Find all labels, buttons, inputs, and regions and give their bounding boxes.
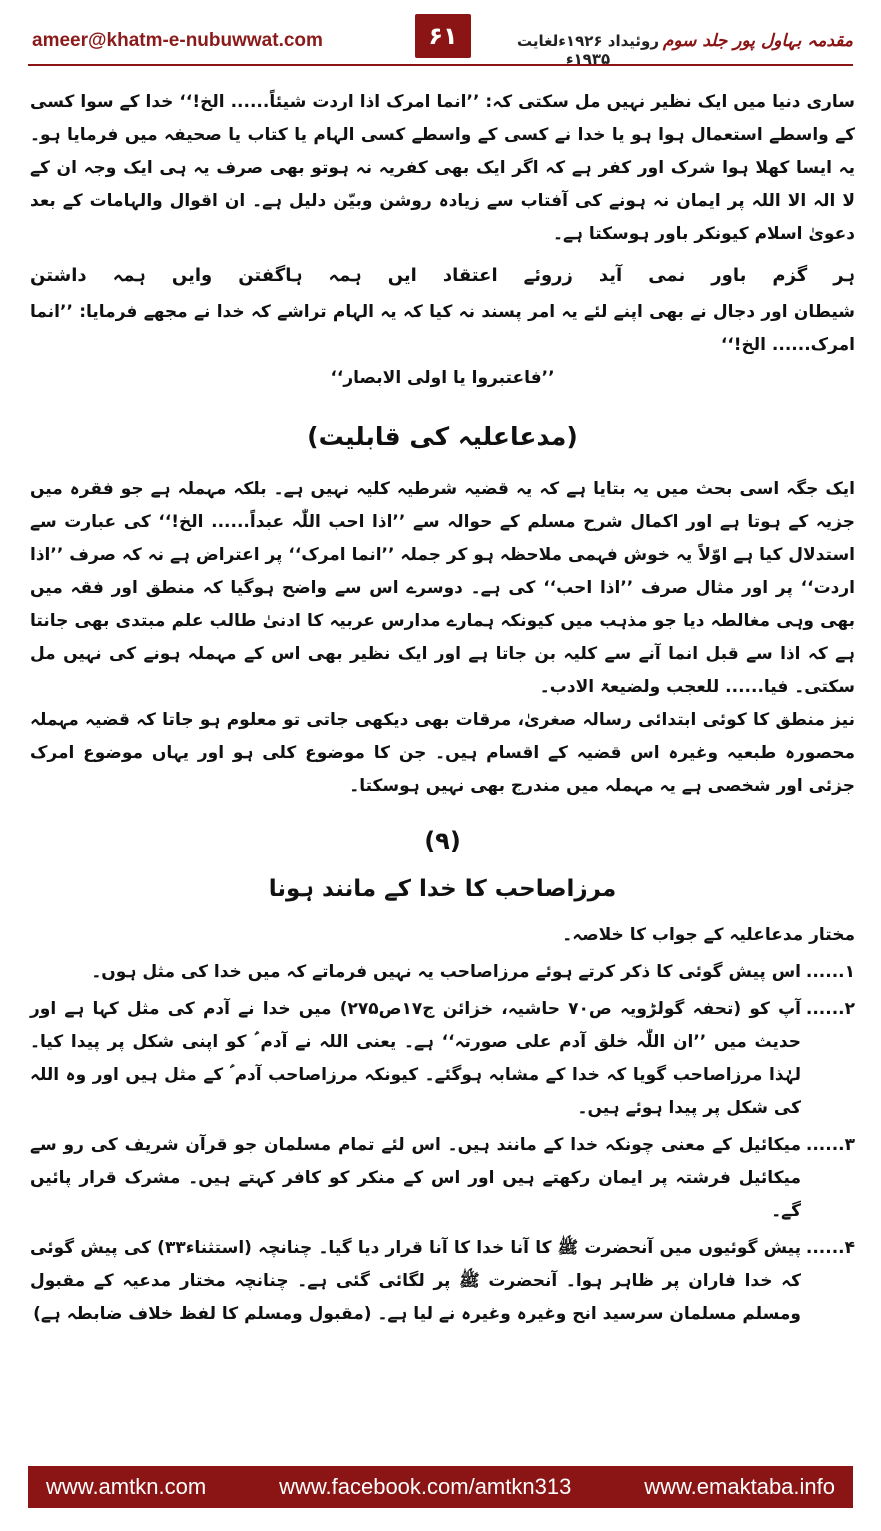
verse-word: آید — [598, 265, 623, 286]
verse-word: نمی — [648, 265, 686, 286]
list-item — [30, 993, 855, 1125]
page-footer — [28, 1466, 853, 1508]
header-divider — [28, 64, 853, 66]
verse-word: ہر — [833, 265, 855, 286]
paragraph-1: ساری دنیا میں ایک نظیر نہیں مل سکتی کہ: ’’انما امرک اذا اردت شیئاً...... الخ!‘‘ خدا کے سوا کسی کے واسطے استعمال ہوا ہو یا خدا نے کسی کے واسطے کسی الہام یا کتاب یا صحیفہ میں فرمایا ہو۔ یہ ایسا کھلا ہوا شرک اور کفر ہے کہ اگر ایک بھی کفریہ نہ ہوتو بھی صرف یہ ہی ایک وجہ ان کے لا الہ الا اللہ پر ایمان نہ ہونے کی آفتاب سے زیادہ روشن وبیّن دلیل ہے۔ ان اقوال والہامات کے بعد دعویٰ اسلام کیونکر باور ہوسکتا ہے۔ — [30, 92, 855, 244]
page-header — [28, 14, 853, 70]
page-number: ۶۱ — [415, 14, 471, 58]
item-text: آپ کو (تحفہ گولڑویہ ص۷۰ حاشیہ، خزائن ج۱۷ص۲۷۵) میں خدا نے آدم کی مثل کہا ہے اور حدیث میں ’’ان اللّٰہ خلق آدم علی صورتہ‘‘ ہے۔ یعنی اللہ نے آدم ؑ کو اپنی شکل پر پیدا کیا۔ لہٰذا مرزاصاحب گویا کہ خدا کے مشابہ ہوگئے۔ کیونکہ مرزاصاحب آدم ؑ کے مثل ہیں اور وہ اللہ کی شکل پر پیدا ہوئے ہیں۔ — [30, 999, 801, 1118]
list-item — [30, 956, 855, 989]
quote-line: ’’فاعتبروا یا اولی الابصار‘‘ — [330, 368, 555, 388]
paragraph-3: ایک جگہ اسی بحث میں یہ بتایا ہے کہ یہ قضیہ شرطیہ کلیہ نہیں ہے۔ بلکہ مہملہ ہے جو فقرہ میں جزیہ کے ہوتا ہے اور اکمال شرح مسلم کے حوالہ سے ’’اذا احب اللّٰہ عبداً...... الخ!‘‘ کی عبارت سے استدلال کیا ہے اوّلاً یہ خوش فہمی ملاحظہ ہو کر جملہ ’’انما امرک‘‘ پر اعتراض ہے نہ کہ صرف ’’اذا اردت‘‘ پر اور مثال صرف ’’اذا احب‘‘ کی ہے۔ دوسرے اس سے واضح ہوگیا کہ منطق اور فقہ میں بھی وہی مغالطہ دیا جو مذہب میں کیونکہ ہمارے مدارس عربیہ کا ادنیٰ طالب علم مبتدی بھی جانتا ہے کہ اذا سے قبل انما آنے سے کلیہ بن جاتا ہے اور ایک نظیر بھی اس کے مہملہ ہونے کی نہیں مل سکتی۔ فیا...... للعجب ولضیعۃ الادب۔ — [30, 479, 855, 697]
paragraph-4: نیز منطق کا کوئی ابتدائی رسالہ صغریٰ، مرقات بھی دیکھی جاتی تو معلوم ہو جاتا کہ قضیہ مہملہ محصورہ طبعیہ وغیرہ اس قضیہ کے اقسام ہیں۔ جن کا موضوع کلی ہو اور یہاں موضوع امرک جزئی اور شخصی ہے یہ مہملہ میں مندرج بھی نہیں ہوسکتا۔ — [30, 710, 855, 796]
intro-line: مختار مدعاعلیہ کے جواب کا خلاصہ۔ — [562, 925, 855, 945]
item-text: میکائیل کے معنی چونکہ خدا کے مانند ہیں۔ اس لئے تمام مسلمان جو قرآن شریف کی رو سے میکائیل فرشتہ پر ایمان رکھتے ہیں اور اس کے منکر کو کافر کہتے ہیں۔ مشرک قرار پائیں گے۔ — [30, 1135, 801, 1221]
list-item — [30, 1232, 855, 1331]
footer-link-amtkn[interactable]: www.amtkn.com — [46, 1474, 207, 1499]
verse-word: ہمہ — [112, 265, 146, 286]
item-number: ۱...... — [805, 962, 855, 982]
verse-word: داشتن — [30, 265, 87, 286]
book-title: مقدمہ بہاول پور جلد سوم — [662, 31, 853, 51]
persian-verse — [30, 259, 855, 292]
verse-word: ایں — [387, 265, 417, 286]
verse-word: ہاگفتن — [238, 265, 303, 286]
title-heading: مرزاصاحب کا خدا کے مانند ہونا — [268, 876, 617, 902]
header-email[interactable]: ameer@khatm-e-nubuwwat.com — [32, 30, 323, 51]
verse-word: اعتقاد — [442, 265, 498, 286]
paragraph-2: شیطان اور دجال نے بھی اپنے لئے یہ امر پسند نہ کیا کہ یہ الہام تراشے کہ خدا نے مجھے فرمایا: ’’انما امرک...... الخ!‘‘ — [30, 302, 855, 355]
header-years: روئیداد ۱۹۲۶ءلغایت ۱۹۳۵ء — [517, 32, 659, 68]
number-heading: (۹) — [424, 827, 461, 855]
verse-word: ہمہ — [328, 265, 362, 286]
item-number: ۳...... — [805, 1135, 855, 1155]
item-number: ۲...... — [805, 999, 855, 1019]
verse-word: وایں — [171, 265, 213, 286]
item-text: پیش گوئیوں میں آنحضرت ﷺ کا آنا خدا کا آنا قرار دیا گیا۔ چنانچہ (استثناء۳۳) کی پیش گوئی کہ خدا فاران پر ظاہر ہوا۔ آنحضرت ﷺ پر لگائی گئی ہے۔ چنانچہ مختار مدعیہ کے مقبول ومسلم مسلمان سرسید انح وغیرہ وغیرہ نے لیا ہے۔ (مقبول ومسلم کا لفظ خلاف ضابطہ ہے) — [30, 1238, 802, 1324]
footer-link-facebook[interactable]: www.facebook.com/amtkn313 — [279, 1474, 572, 1499]
item-number: ۴...... — [805, 1238, 855, 1258]
verse-word: گزم — [772, 265, 808, 286]
section-heading: (مدعاعلیہ کی قابلیت) — [307, 422, 578, 451]
list-item — [30, 1129, 855, 1228]
item-text: اس پیش گوئی کا ذکر کرتے ہوئے مرزاصاحب یہ نہیں فرماتے کہ میں خدا کی مثل ہوں۔ — [91, 962, 801, 982]
verse-word: زروئے — [523, 265, 573, 286]
footer-link-emaktaba[interactable]: www.emaktaba.info — [644, 1474, 835, 1499]
page-content — [30, 86, 855, 1335]
verse-word: باور — [711, 265, 747, 286]
